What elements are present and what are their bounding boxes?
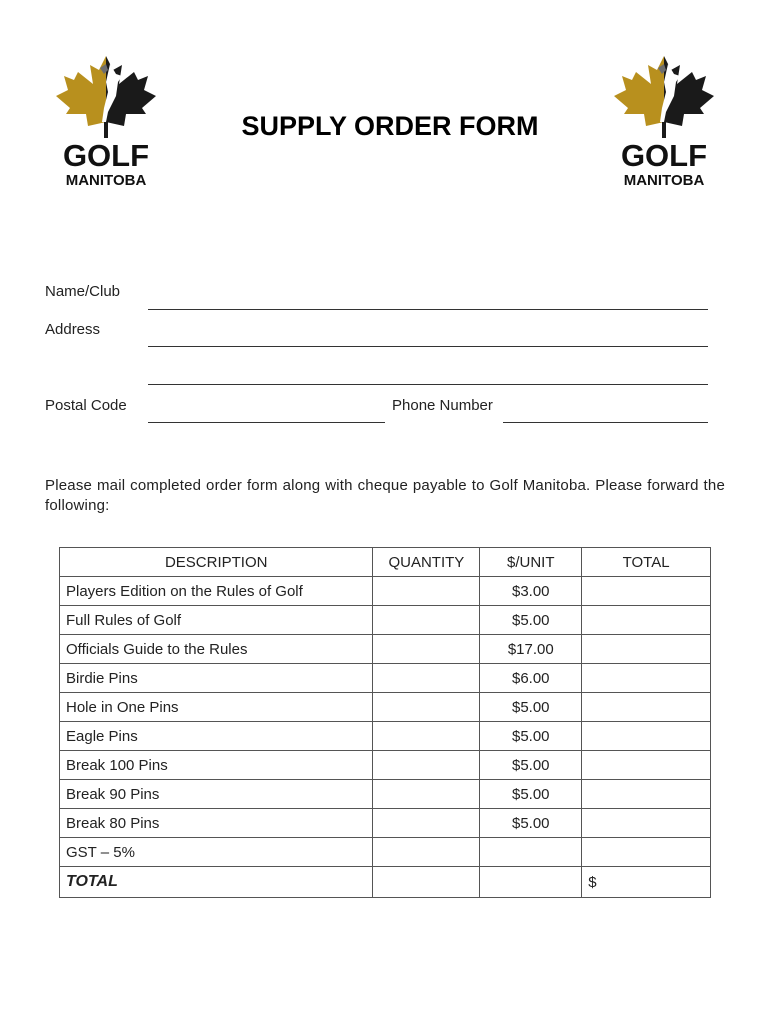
row-description: Eagle Pins <box>60 722 373 751</box>
phone-number-label: Phone Number <box>392 397 493 414</box>
table-header-row <box>60 548 711 577</box>
row-unit-price: $5.00 <box>480 751 582 780</box>
row-description: Players Edition on the Rules of Golf <box>60 577 373 606</box>
row-unit-price: $5.00 <box>480 722 582 751</box>
row-description: Break 90 Pins <box>60 780 373 809</box>
total-quantity-cell <box>373 867 480 898</box>
table-row <box>60 780 711 809</box>
row-unit-price: $6.00 <box>480 664 582 693</box>
row-quantity-cell[interactable] <box>373 809 480 838</box>
row-unit-price: $5.00 <box>480 606 582 635</box>
row-quantity-cell[interactable] <box>373 838 480 867</box>
row-quantity-cell[interactable] <box>373 780 480 809</box>
table-row <box>60 664 711 693</box>
row-quantity-cell[interactable] <box>373 606 480 635</box>
name-club-field[interactable] <box>148 309 708 310</box>
address-label: Address <box>45 321 101 338</box>
table-row <box>60 809 711 838</box>
row-description: Hole in One Pins <box>60 693 373 722</box>
row-total-cell[interactable] <box>582 606 711 635</box>
golf-manitoba-logo-left <box>50 52 162 194</box>
row-total-cell[interactable] <box>582 780 711 809</box>
table-row <box>60 577 711 606</box>
row-description: Full Rules of Golf <box>60 606 373 635</box>
total-unit-cell <box>480 867 582 898</box>
row-unit-price: $5.00 <box>480 809 582 838</box>
logo-golf-text: GOLF <box>620 138 708 173</box>
row-unit-price: $17.00 <box>480 635 582 664</box>
logo-manitoba-text: MANITOBA <box>65 172 147 189</box>
table-row <box>60 693 711 722</box>
row-description: Officials Guide to the Rules <box>60 635 373 664</box>
row-total-cell[interactable] <box>582 722 711 751</box>
row-total-cell[interactable] <box>582 635 711 664</box>
maple-leaf-golfer-icon <box>50 52 162 142</box>
header-description: DESCRIPTION <box>60 548 373 577</box>
row-quantity-cell[interactable] <box>373 577 480 606</box>
row-quantity-cell[interactable] <box>373 751 480 780</box>
row-description: GST – 5% <box>60 838 373 867</box>
row-quantity-cell[interactable] <box>373 722 480 751</box>
row-description: Break 80 Pins <box>60 809 373 838</box>
row-description: Birdie Pins <box>60 664 373 693</box>
table-row-total <box>60 867 711 898</box>
golf-manitoba-logo-right <box>608 52 720 194</box>
maple-leaf-golfer-icon <box>608 52 720 142</box>
logo-manitoba-text: MANITOBA <box>623 172 705 189</box>
postal-code-field[interactable] <box>148 422 385 423</box>
row-unit-price: $3.00 <box>480 577 582 606</box>
page-title: SUPPLY ORDER FORM <box>241 111 539 141</box>
phone-number-field[interactable] <box>503 422 708 423</box>
total-label: TOTAL <box>60 867 373 898</box>
logo-golf-text: GOLF <box>62 138 150 173</box>
name-club-label: Name/Club <box>45 283 121 300</box>
grand-total-cell[interactable]: $ <box>582 867 711 898</box>
row-quantity-cell[interactable] <box>373 693 480 722</box>
table-row <box>60 751 711 780</box>
table-row-gst <box>60 838 711 867</box>
row-quantity-cell[interactable] <box>373 635 480 664</box>
table-row <box>60 635 711 664</box>
table-row <box>60 722 711 751</box>
row-unit-price: $5.00 <box>480 780 582 809</box>
row-total-cell[interactable] <box>582 838 711 867</box>
address-field-line-1[interactable] <box>148 346 708 347</box>
table-row <box>60 606 711 635</box>
row-total-cell[interactable] <box>582 693 711 722</box>
row-total-cell[interactable] <box>582 664 711 693</box>
row-total-cell[interactable] <box>582 577 711 606</box>
order-table <box>59 547 711 898</box>
row-total-cell[interactable] <box>582 809 711 838</box>
row-description: Break 100 Pins <box>60 751 373 780</box>
row-quantity-cell[interactable] <box>373 664 480 693</box>
header-total: TOTAL <box>582 548 711 577</box>
header-unit-price: $/UNIT <box>480 548 582 577</box>
row-unit-price: $5.00 <box>480 693 582 722</box>
address-field-line-2[interactable] <box>148 384 708 385</box>
row-unit-price <box>480 838 582 867</box>
row-total-cell[interactable] <box>582 751 711 780</box>
postal-code-label: Postal Code <box>45 397 127 414</box>
header-quantity: QUANTITY <box>373 548 480 577</box>
instructions-text: Please mail completed order form along with cheque payable to Golf Manitoba. Please forward the following: <box>45 477 725 514</box>
